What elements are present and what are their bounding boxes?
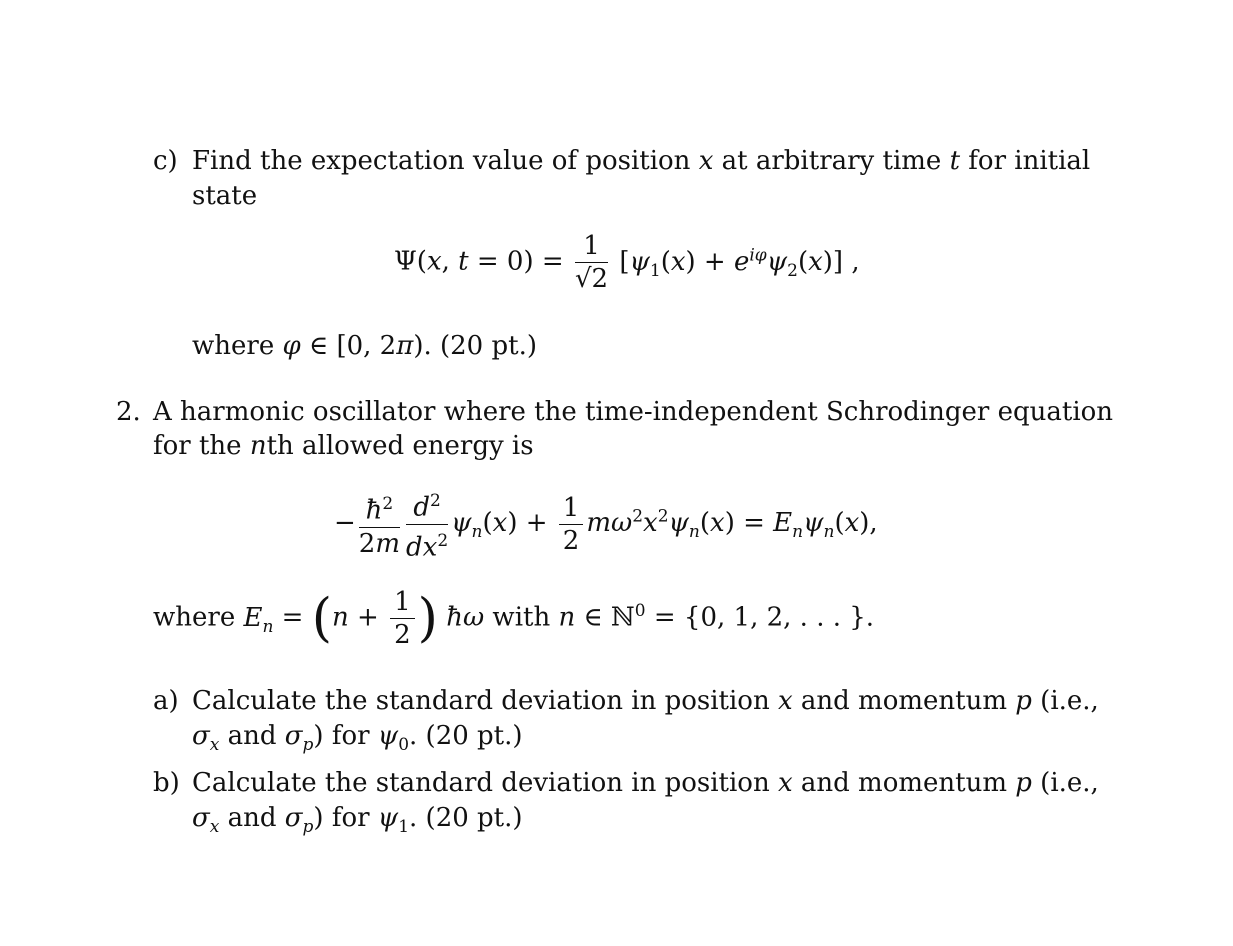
part-c-where: where φ ∈ [0, 2π). (20 pt.) (192, 331, 537, 361)
problem-2-line2: for the nth allowed energy is (153, 431, 534, 461)
part-b-label: b) (153, 768, 180, 798)
part-a-line1: Calculate the standard deviation in position x and momentum p (i.e., (192, 686, 1099, 716)
part-c-label: c) (153, 146, 178, 176)
part-c-line1: Find the expectation value of position x at arbitrary time t for initial (192, 146, 1091, 176)
problem-2-label: 2. (116, 397, 141, 427)
initial-state-equation: Ψ(x, t = 0) = $\frac{1}{√2}$ $[\psi_1(x) + e^{i\varphi}\psi_2(x)]$ , (394, 231, 860, 294)
energy-definition: where $E_n = (n$ + $\frac{1}{2}$ ) ħω with n ∈ ℕ$^0$ = {0, 1, 2, . . . }. (153, 587, 875, 651)
part-a-label: a) (153, 686, 179, 716)
part-b-line2: $\sigma_x$ and $\sigma_p$) for $\psi_1$. (20 pt.) (192, 803, 523, 838)
part-b-line1: Calculate the standard deviation in position x and momentum p (i.e., (192, 768, 1099, 798)
schrodinger-equation: − $\frac{ħ^2}{2m}$ $\frac{d^2}{dx^2}$ $\psi_n(x)$ + $\frac{1}{2}$ $m\omega^2x^2\psi_n(x) = E_n\psi_n(x)$, (334, 485, 878, 563)
problem-2-line1: A harmonic oscillator where the time-independent Schrodinger equation (153, 397, 1114, 427)
part-c-line2: state (192, 181, 258, 211)
fraction-one-over-root2: $\frac{1}{√2}$ (574, 231, 609, 294)
part-a-line2: $\sigma_x$ and $\sigma_p$) for $\psi_0$. (20 pt.) (192, 721, 523, 756)
